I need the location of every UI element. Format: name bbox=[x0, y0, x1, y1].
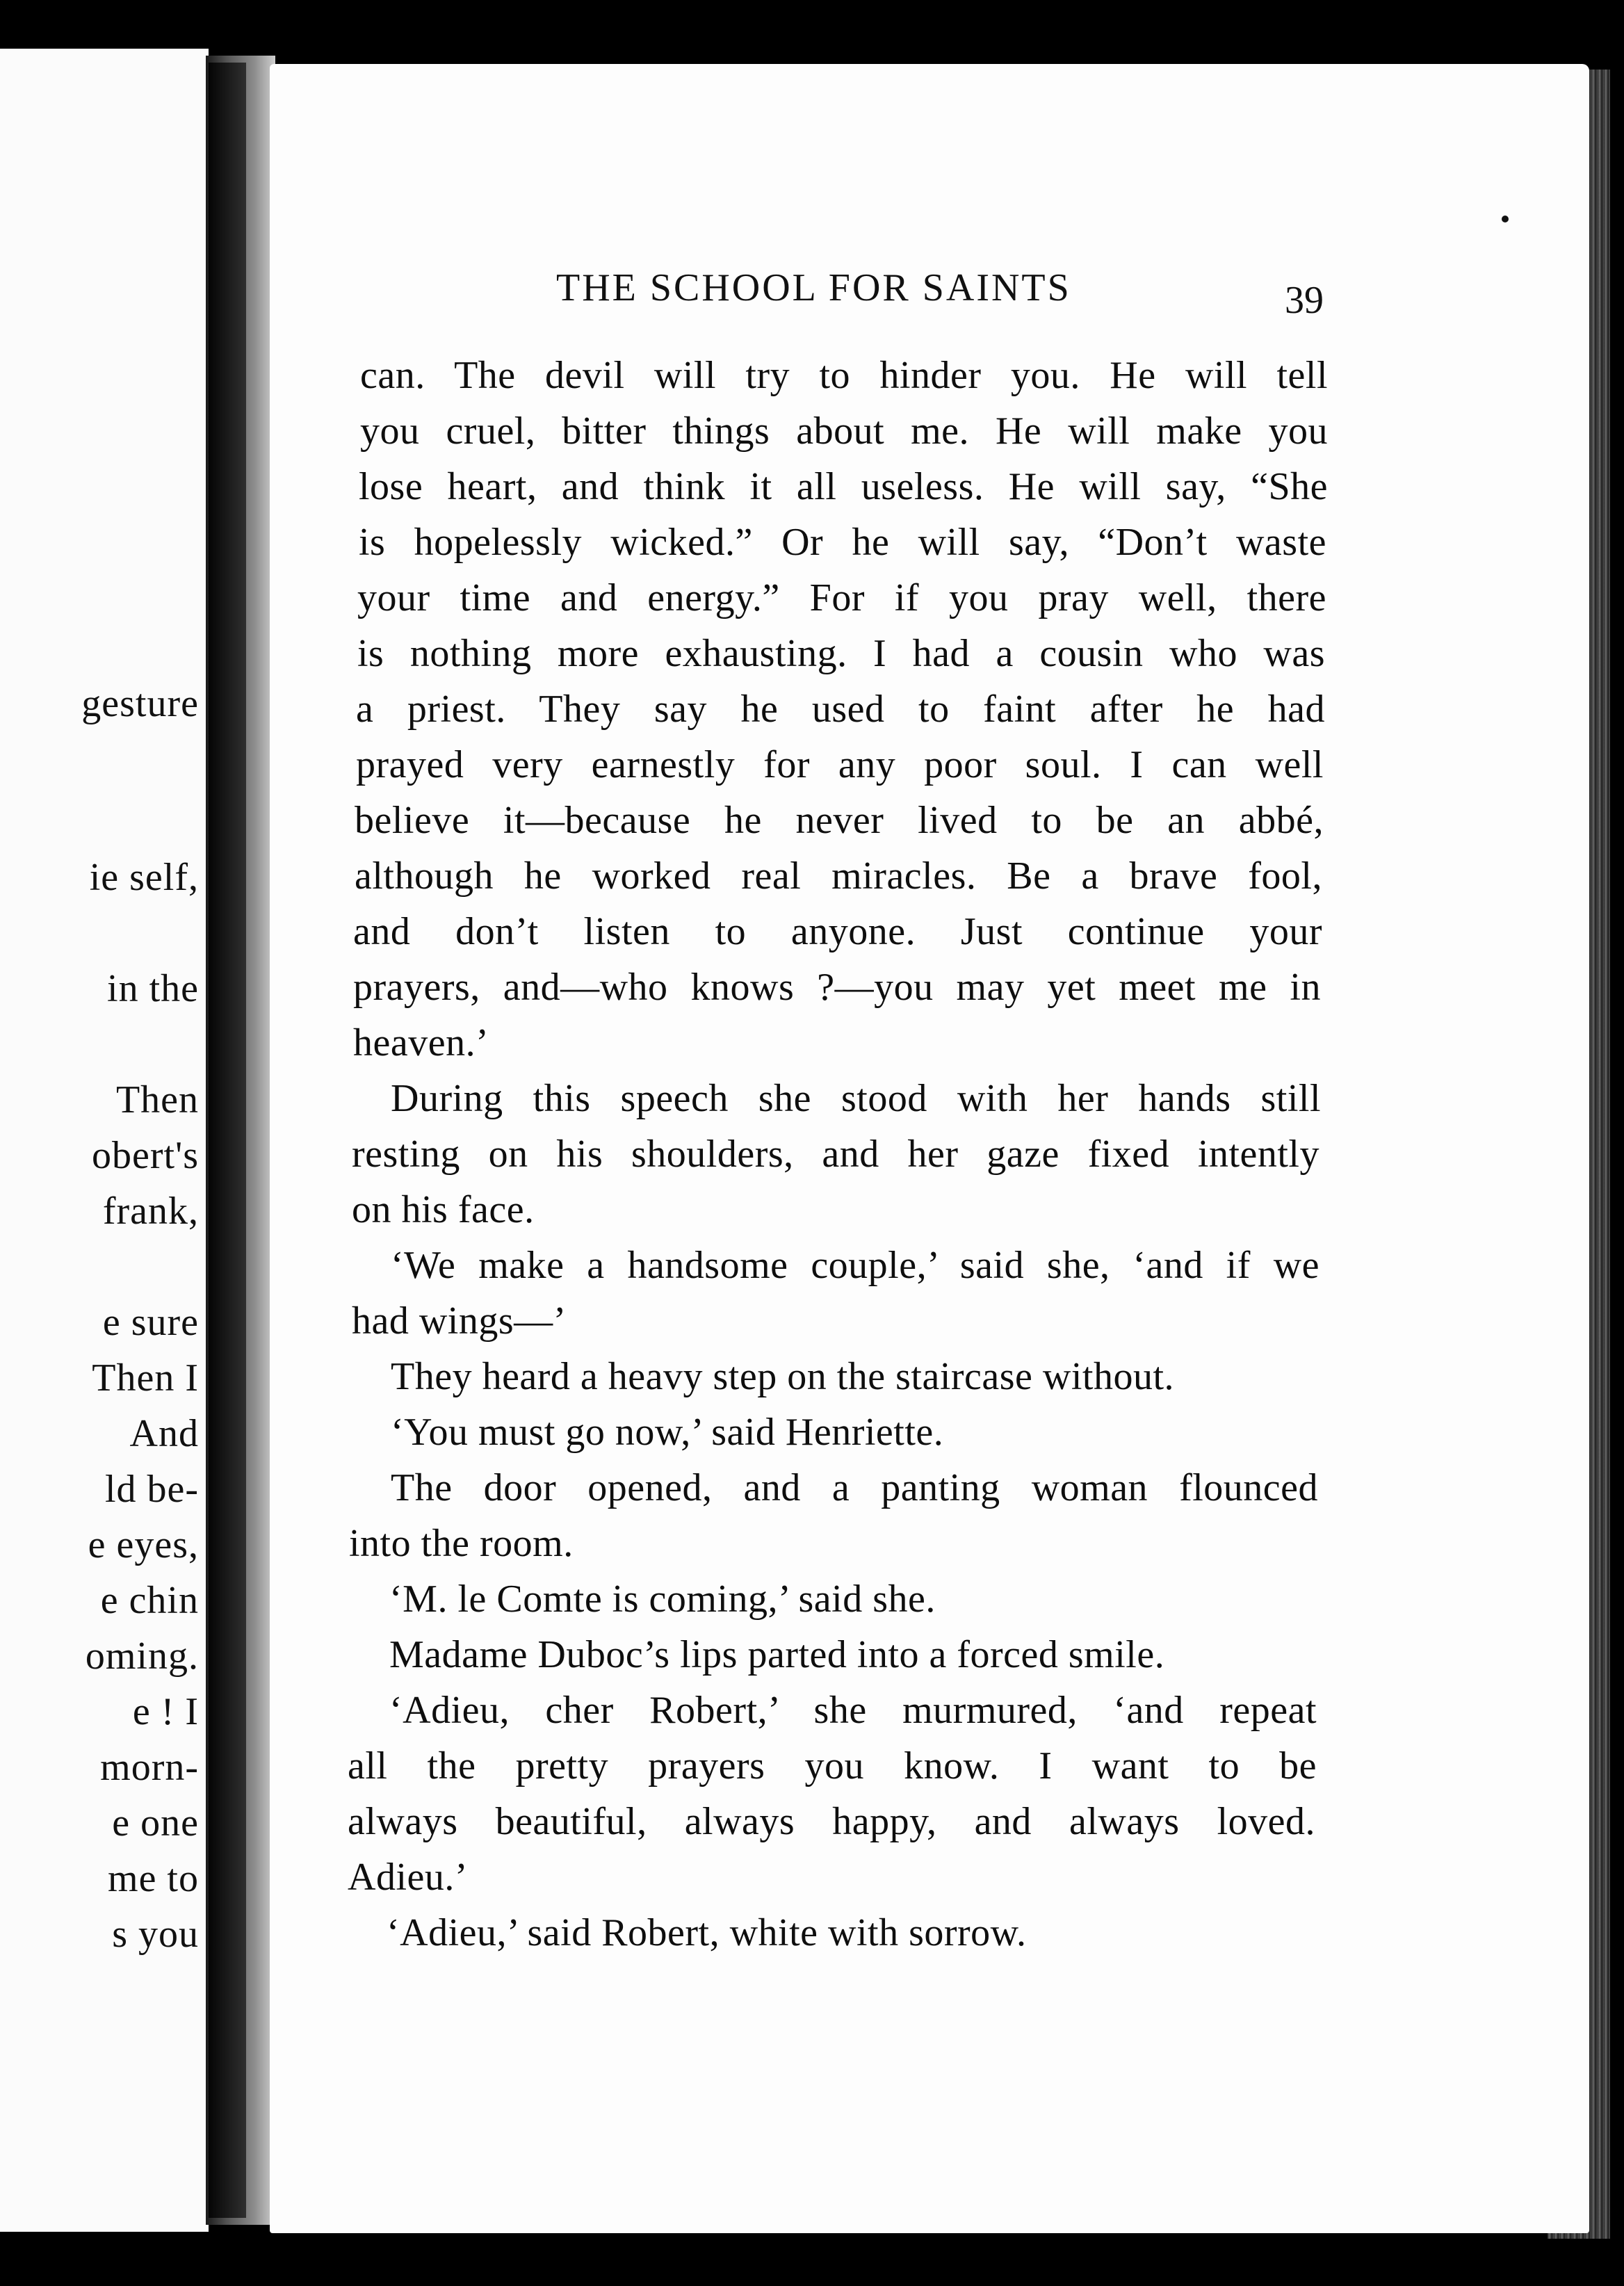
body-line: is nothing more exhausting. I had a cousin who was bbox=[357, 632, 1325, 675]
speck-mark bbox=[1502, 216, 1509, 222]
left-page-fragment: Then bbox=[115, 1078, 199, 1121]
body-line: ‘Adieu,’ said Robert, white with sorrow. bbox=[387, 1911, 1027, 1954]
left-page-fragment: ld be- bbox=[104, 1468, 199, 1511]
left-page-fragment: morn- bbox=[100, 1746, 199, 1789]
running-header: THE SCHOOL FOR SAINTS bbox=[556, 266, 1071, 309]
body-line: believe it—because he never lived to be an abbé, bbox=[355, 799, 1324, 842]
body-line: always beautiful, always happy, and always loved. bbox=[348, 1800, 1315, 1843]
left-page-fragment: in the bbox=[107, 967, 199, 1010]
body-line: prayed very earnestly for any poor soul. I can well bbox=[356, 743, 1324, 786]
body-line: The door opened, and a panting woman flounced bbox=[391, 1466, 1318, 1509]
left-page-fragment: s you bbox=[112, 1913, 199, 1956]
body-line: Madame Duboc’s lips parted into a forced smile. bbox=[389, 1633, 1165, 1676]
body-line: is hopelessly wicked.” Or he will say, “Don’t waste bbox=[359, 521, 1326, 564]
left-page-fragment: me to bbox=[108, 1857, 199, 1900]
left-page-fragment: e eyes, bbox=[88, 1523, 199, 1566]
left-page-fragment: e ! I bbox=[132, 1690, 199, 1733]
left-page-fragment: e one bbox=[112, 1801, 199, 1845]
body-line: a priest. They say he used to faint after he had bbox=[356, 688, 1325, 731]
left-page-fragment: And bbox=[129, 1412, 199, 1455]
left-facing-page bbox=[0, 49, 209, 2232]
body-line: heaven.’ bbox=[353, 1021, 489, 1064]
body-line: had wings—’ bbox=[352, 1299, 567, 1343]
body-line: your time and energy.” For if you pray well, there bbox=[357, 576, 1326, 619]
body-line: lose heart, and think it all useless. He will say, “She bbox=[359, 465, 1328, 508]
body-line: They heard a heavy step on the staircase without. bbox=[391, 1355, 1174, 1398]
body-line: prayers, and—who knows ?—you may yet meet me in bbox=[353, 966, 1321, 1009]
body-line: Adieu.’ bbox=[348, 1856, 469, 1899]
body-line: During this speech she stood with her hands still bbox=[391, 1077, 1321, 1120]
body-line: ‘Adieu, cher Robert,’ she murmured, ‘and repeat bbox=[389, 1689, 1317, 1732]
left-page-fragment: frank, bbox=[102, 1190, 199, 1233]
page-number: 39 bbox=[1285, 279, 1324, 322]
left-page-fragment: Then I bbox=[92, 1356, 199, 1400]
body-line: resting on his shoulders, and her gaze fixed intently bbox=[352, 1133, 1320, 1176]
body-line: on his face. bbox=[352, 1188, 535, 1231]
body-line: ‘You must go now,’ said Henriette. bbox=[391, 1411, 944, 1454]
body-line: can. The devil will try to hinder you. He will tell bbox=[360, 354, 1328, 397]
body-line: although he worked real miracles. Be a brave fool, bbox=[355, 854, 1322, 898]
body-line: and don’t listen to anyone. Just continue your bbox=[353, 910, 1322, 953]
book-gutter-fold bbox=[209, 63, 246, 2218]
body-line: ‘We make a handsome couple,’ said she, ‘and if we bbox=[391, 1244, 1320, 1287]
left-page-fragment: ie self, bbox=[89, 856, 199, 899]
body-line: you cruel, bitter things about me. He will make you bbox=[360, 410, 1328, 453]
left-page-fragment: obert's bbox=[92, 1134, 199, 1177]
body-line: into the room. bbox=[349, 1522, 574, 1565]
left-page-fragment: gesture bbox=[81, 682, 199, 725]
left-page-fragment: e sure bbox=[102, 1301, 199, 1344]
left-page-fragment: oming. bbox=[85, 1635, 199, 1678]
body-line: ‘M. le Comte is coming,’ said she. bbox=[389, 1578, 936, 1621]
body-line: all the pretty prayers you know. I want to be bbox=[348, 1744, 1317, 1788]
left-page-fragment: e chin bbox=[100, 1579, 199, 1622]
